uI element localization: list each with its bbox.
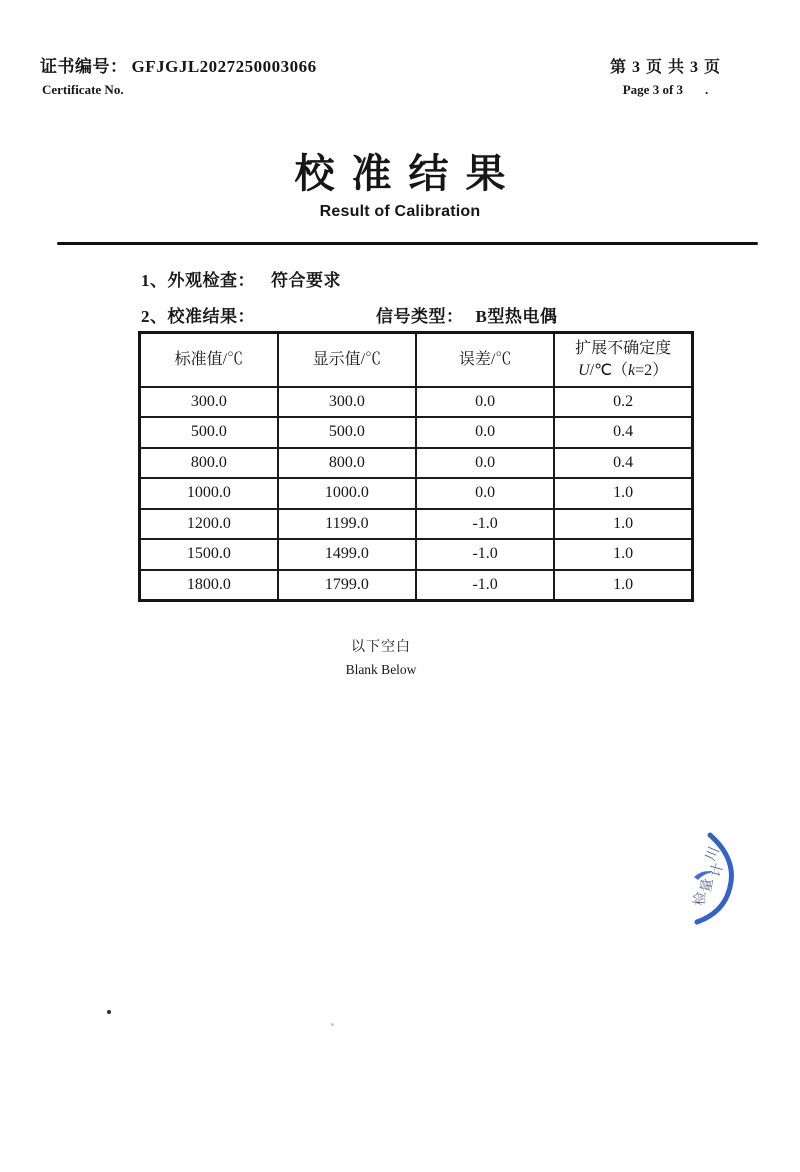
calibration-result-line <box>141 302 255 327</box>
page-indicator-en-text: Page 3 of 3 <box>622 82 684 97</box>
table-cell: 300.0 <box>278 387 416 418</box>
table-cell: 0.2 <box>554 387 692 418</box>
page-indicator-block <box>610 54 721 98</box>
table-row <box>140 570 693 601</box>
page-title-en: Result of Calibration <box>319 203 481 220</box>
table-cell: 500.0 <box>278 417 416 448</box>
certificate-number-line <box>40 52 317 77</box>
col-header-error: 误差/℃ <box>416 333 554 387</box>
table-cell: 500.0 <box>140 417 278 448</box>
blank-below-en: Blank Below <box>345 662 417 677</box>
table-row <box>140 417 693 448</box>
table-header-row <box>140 333 693 387</box>
item1-value: 符合要求 <box>271 271 341 290</box>
table-cell: 0.4 <box>554 448 692 479</box>
table-row <box>140 448 693 479</box>
page-title: 校准结果 <box>294 151 523 196</box>
signal-type-label: 信号类型： <box>376 307 464 326</box>
table-row <box>140 478 693 509</box>
col-header-uncertainty <box>554 333 692 387</box>
table-cell: 0.0 <box>416 417 554 448</box>
table-cell: 300.0 <box>140 387 278 418</box>
scan-speck <box>107 1010 111 1014</box>
table-cell: 800.0 <box>278 448 416 479</box>
certificate-no-value: GFJGJL2027250003066 <box>131 57 317 76</box>
uncertainty-symbol-k: k <box>628 361 636 379</box>
signal-type-value: B型热电偶 <box>475 307 558 326</box>
table-cell: 1.0 <box>554 478 692 509</box>
item2-number: 2、 <box>141 307 168 326</box>
table-cell: 0.0 <box>416 448 554 479</box>
table-body <box>140 387 693 601</box>
table-cell: -1.0 <box>416 570 554 601</box>
blank-below-note <box>0 636 762 678</box>
table-cell: -1.0 <box>416 509 554 540</box>
title-divider-rule <box>57 242 758 245</box>
table-cell: 1499.0 <box>278 539 416 570</box>
item1-label: 外观检查： <box>167 271 255 290</box>
table-cell: 1.0 <box>554 539 692 570</box>
page-indicator-en <box>610 82 721 98</box>
table-cell: 0.0 <box>416 478 554 509</box>
table-cell: 1200.0 <box>140 509 278 540</box>
item2-label: 校准结果： <box>167 307 255 326</box>
col-header-displayed-value: 显示值/℃ <box>278 333 416 387</box>
table-cell: 1800.0 <box>140 570 278 601</box>
col-header-standard-value: 标准值/℃ <box>140 333 278 387</box>
seal-character-4: 检 <box>693 891 709 907</box>
table-row <box>140 387 693 418</box>
table-cell: 1500.0 <box>140 539 278 570</box>
seal-character-1: 川 <box>703 844 723 864</box>
table-header <box>140 333 693 387</box>
blank-below-cn: 以下空白 <box>351 640 411 655</box>
official-seal-stamp <box>650 806 765 934</box>
table-cell: 1.0 <box>554 570 692 601</box>
page-indicator-period: . <box>705 82 709 97</box>
uncertainty-unit: /℃（ <box>589 361 629 379</box>
table-row <box>140 509 693 540</box>
seal-character-3: 量 <box>699 877 717 894</box>
table-cell: 1.0 <box>554 509 692 540</box>
certificate-no-label-en: Certificate No. <box>42 82 124 97</box>
uncertainty-line1: 扩展不确定度 <box>575 340 672 358</box>
visual-inspection-line <box>141 266 341 291</box>
certificate-number-block <box>40 52 317 98</box>
table-cell: 800.0 <box>140 448 278 479</box>
table-cell: 1199.0 <box>278 509 416 540</box>
table-cell: 1799.0 <box>278 570 416 601</box>
table-row <box>140 539 693 570</box>
seal-character-2: 计 <box>708 861 727 880</box>
table-cell: 1000.0 <box>278 478 416 509</box>
item1-number: 1、 <box>141 271 168 290</box>
certificate-no-label: 证书编号： <box>40 57 128 76</box>
table-cell: 0.0 <box>416 387 554 418</box>
page-indicator-cn: 第 3 页 共 3 页 <box>610 59 722 76</box>
seal-arc-graphic <box>650 806 765 934</box>
uncertainty-k-value: =2） <box>635 361 669 379</box>
calibration-results-table <box>138 331 694 602</box>
uncertainty-symbol-u: U <box>578 361 590 379</box>
table-cell: 0.4 <box>554 417 692 448</box>
table-cell: 1000.0 <box>140 478 278 509</box>
scan-speck <box>331 1023 334 1026</box>
signal-type-line <box>376 302 557 327</box>
table-cell: -1.0 <box>416 539 554 570</box>
